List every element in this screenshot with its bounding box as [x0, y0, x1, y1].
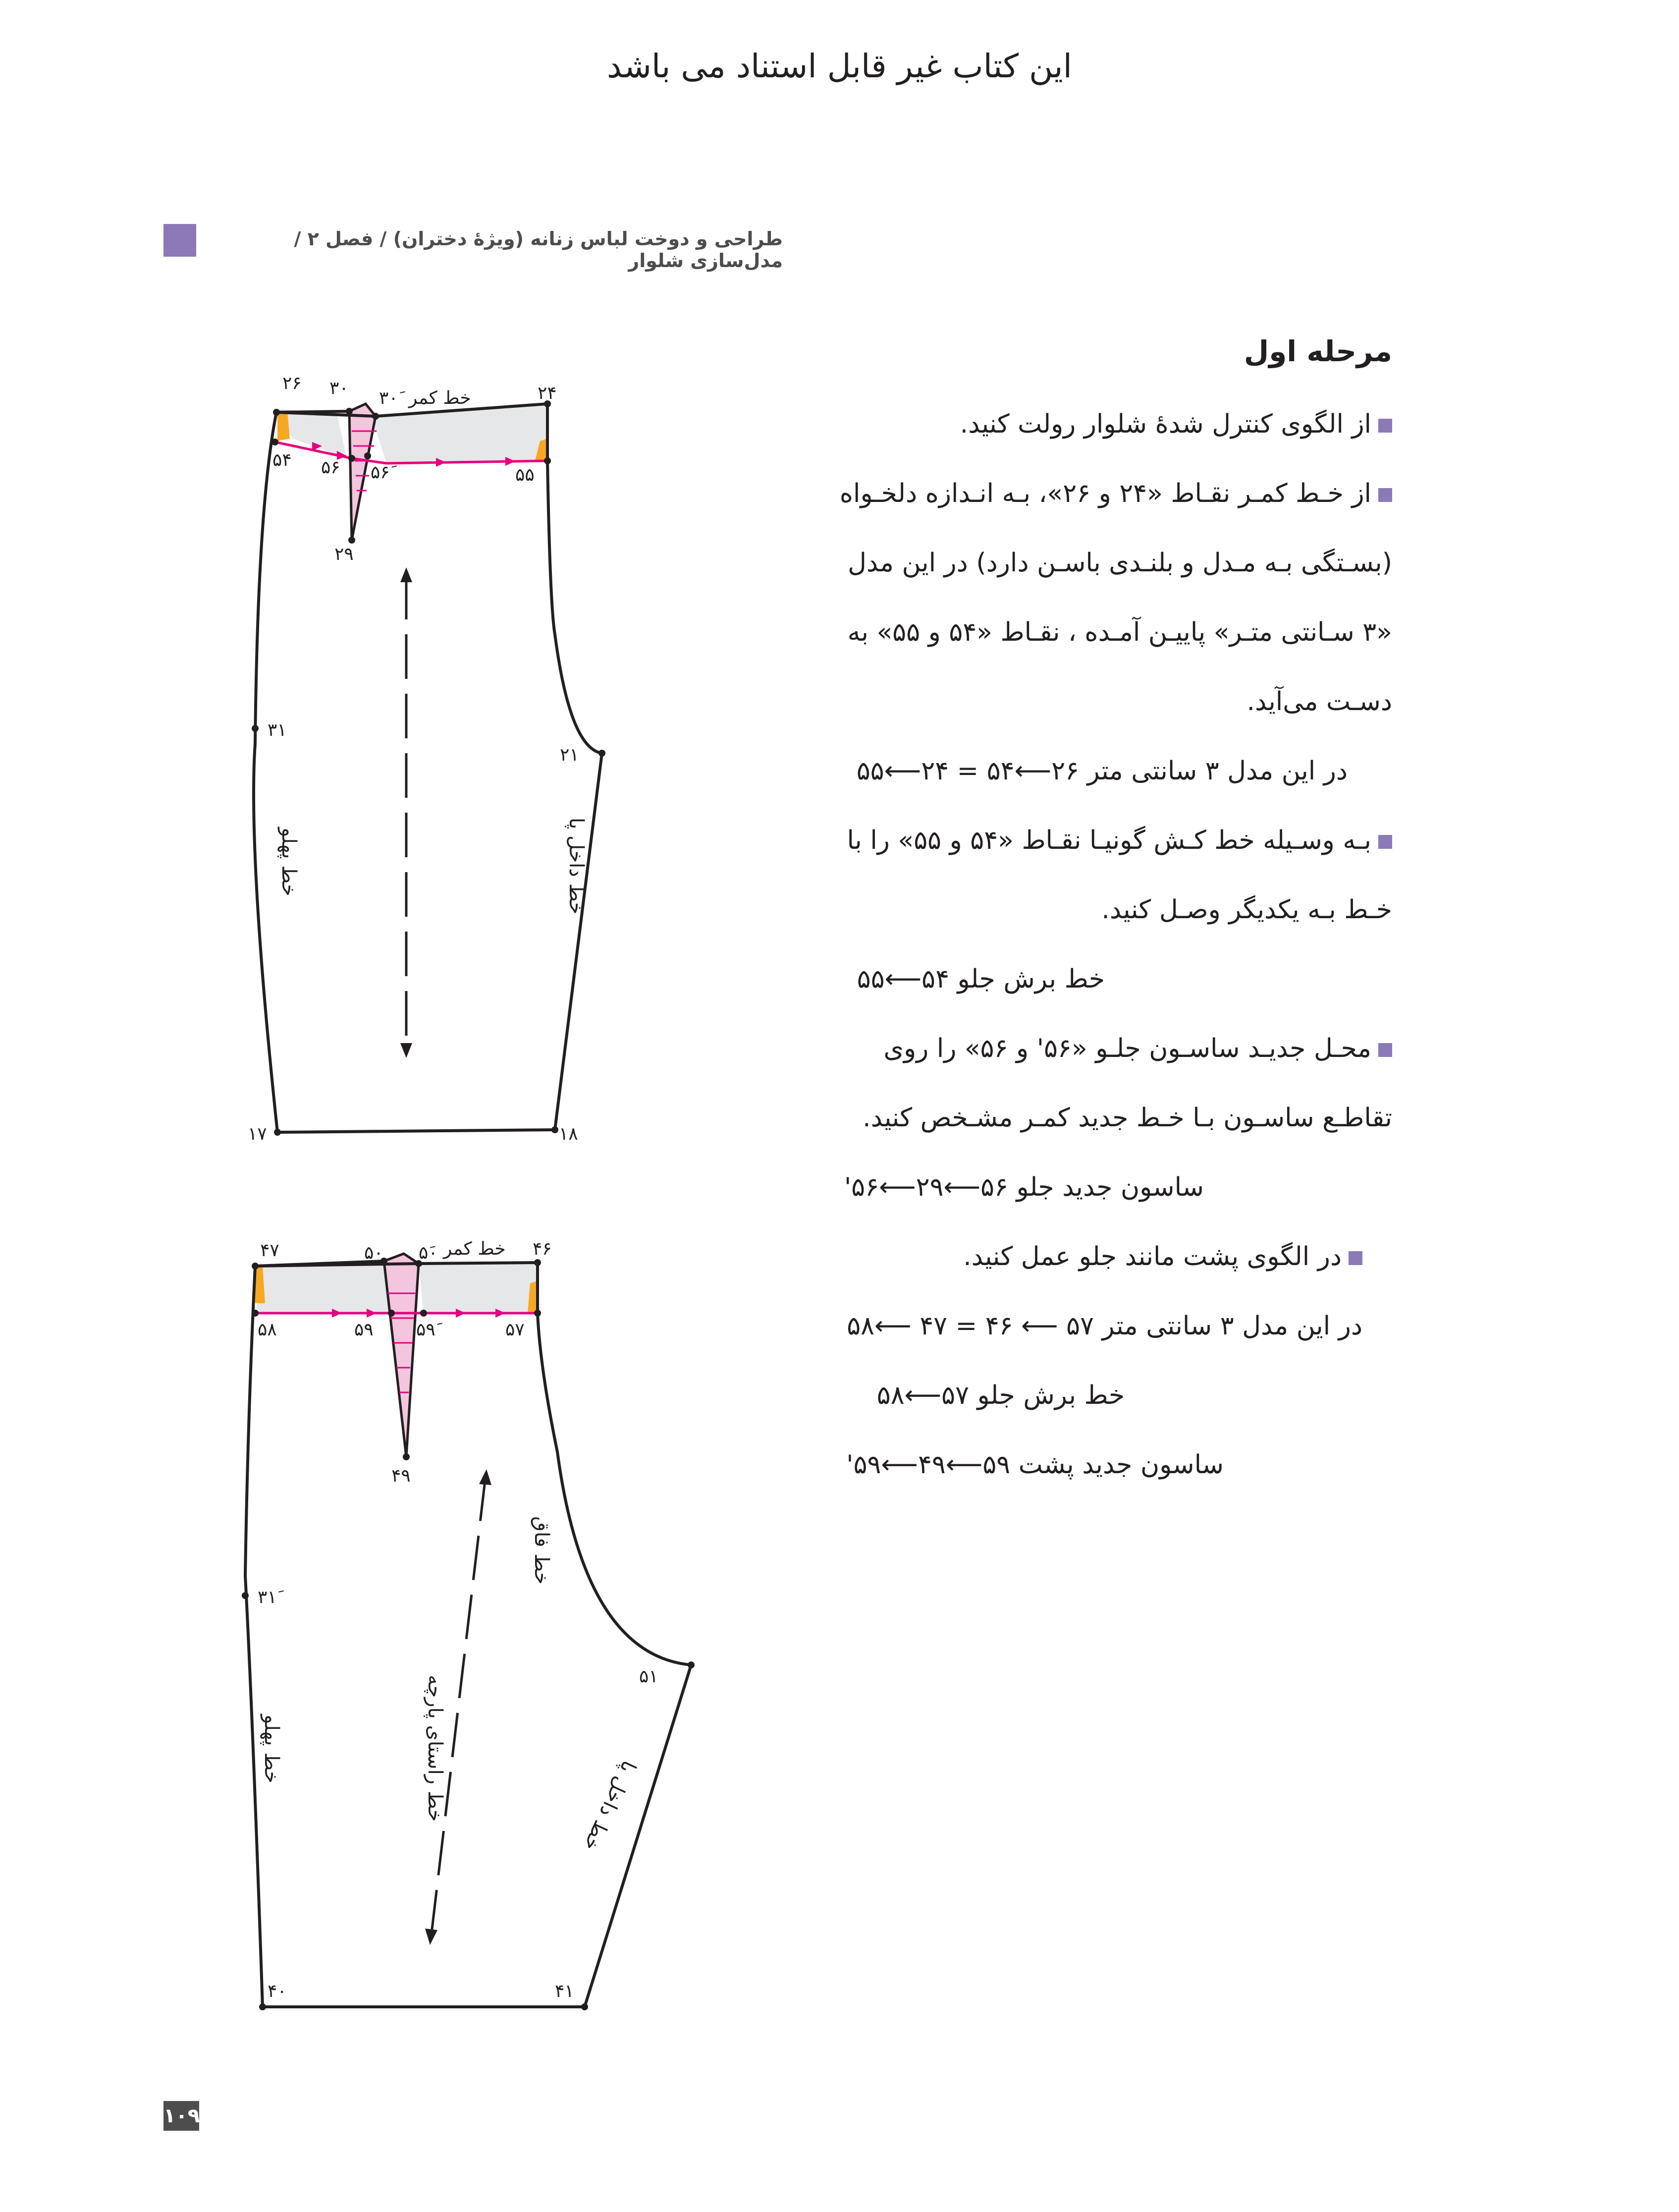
- step-line-6: بـه وسـیله خط کـش گونیـا نقـاط «۵۴ و ۵۵» را با: [788, 828, 1392, 853]
- back-label-41: ۴۱: [555, 1981, 574, 2001]
- back-label-59: ۵۹: [354, 1320, 374, 1340]
- formula-line-1: در این مدل ۳ سانتی متر ۲۶⟵۵۴ = ۲۴⟵۵۵: [856, 756, 1348, 786]
- bullet-square-icon: [1378, 835, 1392, 849]
- front-label-31: ۳۱: [268, 720, 287, 740]
- header-accent-square: [163, 224, 196, 257]
- back-label-49: ۴۹: [391, 1466, 411, 1486]
- back-label-side-line: خط پهلو: [260, 1714, 283, 1783]
- arrow-up-icon: [479, 1469, 491, 1485]
- arrow-down-icon: [400, 1043, 412, 1058]
- front-label-56: ۵۶: [321, 457, 340, 478]
- arrow-up-icon: [400, 567, 412, 582]
- front-label-18: ۱۸: [559, 1124, 578, 1144]
- step-line-7: خـط بـه یکدیگر وصـل کنید.: [1101, 895, 1392, 925]
- back-label-inseam: خط داخل پا: [579, 1757, 641, 1855]
- step-line-5: دسـت می‌آید.: [1246, 687, 1392, 717]
- formula-line-6: ساسون جدید پشت ۵۹⟵۴۹⟵۵۹': [846, 1450, 1224, 1480]
- back-label-51: ۵۱: [639, 1666, 658, 1687]
- back-label-31p: ۳۱َ: [258, 1587, 277, 1607]
- back-label-40: ۴۰: [268, 1981, 287, 2001]
- front-label-29: ۲۹: [334, 544, 354, 564]
- step-line-10: در الگوی پشت مانند جلو عمل کنید.: [788, 1244, 1392, 1270]
- step-line-4: «۳ سـانتی متـر» پاییـن آمـده ، نقـاط «۵۴ و ۵۵» به: [847, 617, 1392, 647]
- back-label-50: ۵۰: [364, 1243, 383, 1263]
- front-label-inseam: خط داخل پا: [565, 818, 588, 915]
- front-label-17: ۱۷: [248, 1124, 267, 1144]
- back-pattern-diagram: [228, 1219, 713, 2012]
- front-label-30p: ۳۰َ: [379, 388, 398, 408]
- step-line-8: محـل جدیـد ساسـون جلـو «۵۶' و ۵۶» را روی: [788, 1036, 1392, 1061]
- front-waist-band-right: [372, 404, 547, 463]
- front-label-55: ۵۵: [515, 465, 535, 485]
- back-label-waist: خط کمر: [443, 1239, 506, 1259]
- step-line-1: از الگوی کنترل شدهٔ شلوار رولت کنید.: [788, 411, 1392, 437]
- back-label-57: ۵۷: [505, 1320, 525, 1340]
- formula-line-5: خط برش جلو ۵۷⟵۵۸: [876, 1381, 1125, 1410]
- back-label-grain: خط راستای پارچه: [424, 1675, 446, 1822]
- step-line-2: از خـط کمـر نقـاط «۲۴ و ۲۶»، بـه انـدازه دلخـواه: [788, 481, 1392, 506]
- back-waist-band-left: [255, 1264, 391, 1313]
- section-title: مرحله اول: [1244, 334, 1392, 368]
- front-label-21: ۲۱: [560, 745, 579, 765]
- bullet-square-icon: [1349, 1251, 1362, 1265]
- front-label-54: ۵۴: [272, 450, 292, 470]
- back-label-crotch: خط فاق: [530, 1516, 553, 1585]
- page-number: ۱۰۹: [163, 2101, 199, 2131]
- bullet-square-icon: [1378, 1043, 1392, 1057]
- back-pattern-outline: [245, 1261, 691, 2007]
- formula-line-3: ساسون جدید جلو ۵۶⟵۲۹⟵۵۶': [844, 1172, 1204, 1202]
- front-label-24: ۲۴: [538, 383, 557, 403]
- step-line-3: (بسـتگی بـه مـدل و بلنـدی باسـن دارد) در این مدل: [848, 548, 1392, 578]
- bullet-square-icon: [1378, 419, 1392, 433]
- back-label-59p: ۵۹َ: [416, 1320, 435, 1340]
- back-dart: [384, 1254, 419, 1457]
- front-label-26: ۲۶: [282, 373, 302, 393]
- front-pattern-outline: [254, 404, 602, 1132]
- front-label-side-line: خط پهلو: [277, 828, 300, 896]
- front-label-56p: ۵۶َ: [371, 462, 390, 483]
- step-line-9: تقاطـع ساسـون بـا خـط جدید کمـر مشـخص کنید.: [863, 1103, 1392, 1133]
- front-label-30: ۳۰: [329, 378, 349, 398]
- watermark-text: این کتاب غیر قابل استناد می باشد: [606, 47, 1073, 85]
- back-label-46: ۴۶: [533, 1239, 552, 1259]
- arrow-down-icon: [425, 1929, 437, 1945]
- back-label-50p: ۵َ۰: [419, 1243, 438, 1263]
- bullet-square-icon: [1378, 488, 1392, 502]
- back-label-47: ۴۷: [260, 1240, 279, 1261]
- front-pattern-diagram: [238, 357, 634, 1164]
- back-label-58: ۵۸: [258, 1320, 277, 1340]
- breadcrumb: طراحی و دوخت لباس زنانه (ویژهٔ دختران) / فصل ۲ / مدل‌سازی شلوار: [294, 228, 783, 272]
- formula-line-2: خط برش جلو ۵۴⟵۵۵: [857, 964, 1105, 994]
- front-label-waist: خط کمر: [409, 388, 471, 408]
- back-waist-band-right: [419, 1263, 538, 1313]
- formula-line-4: در این مدل ۳ سانتی متر ۵۷ ⟵ ۴۶ = ۴۷ ⟵۵۸: [847, 1311, 1362, 1341]
